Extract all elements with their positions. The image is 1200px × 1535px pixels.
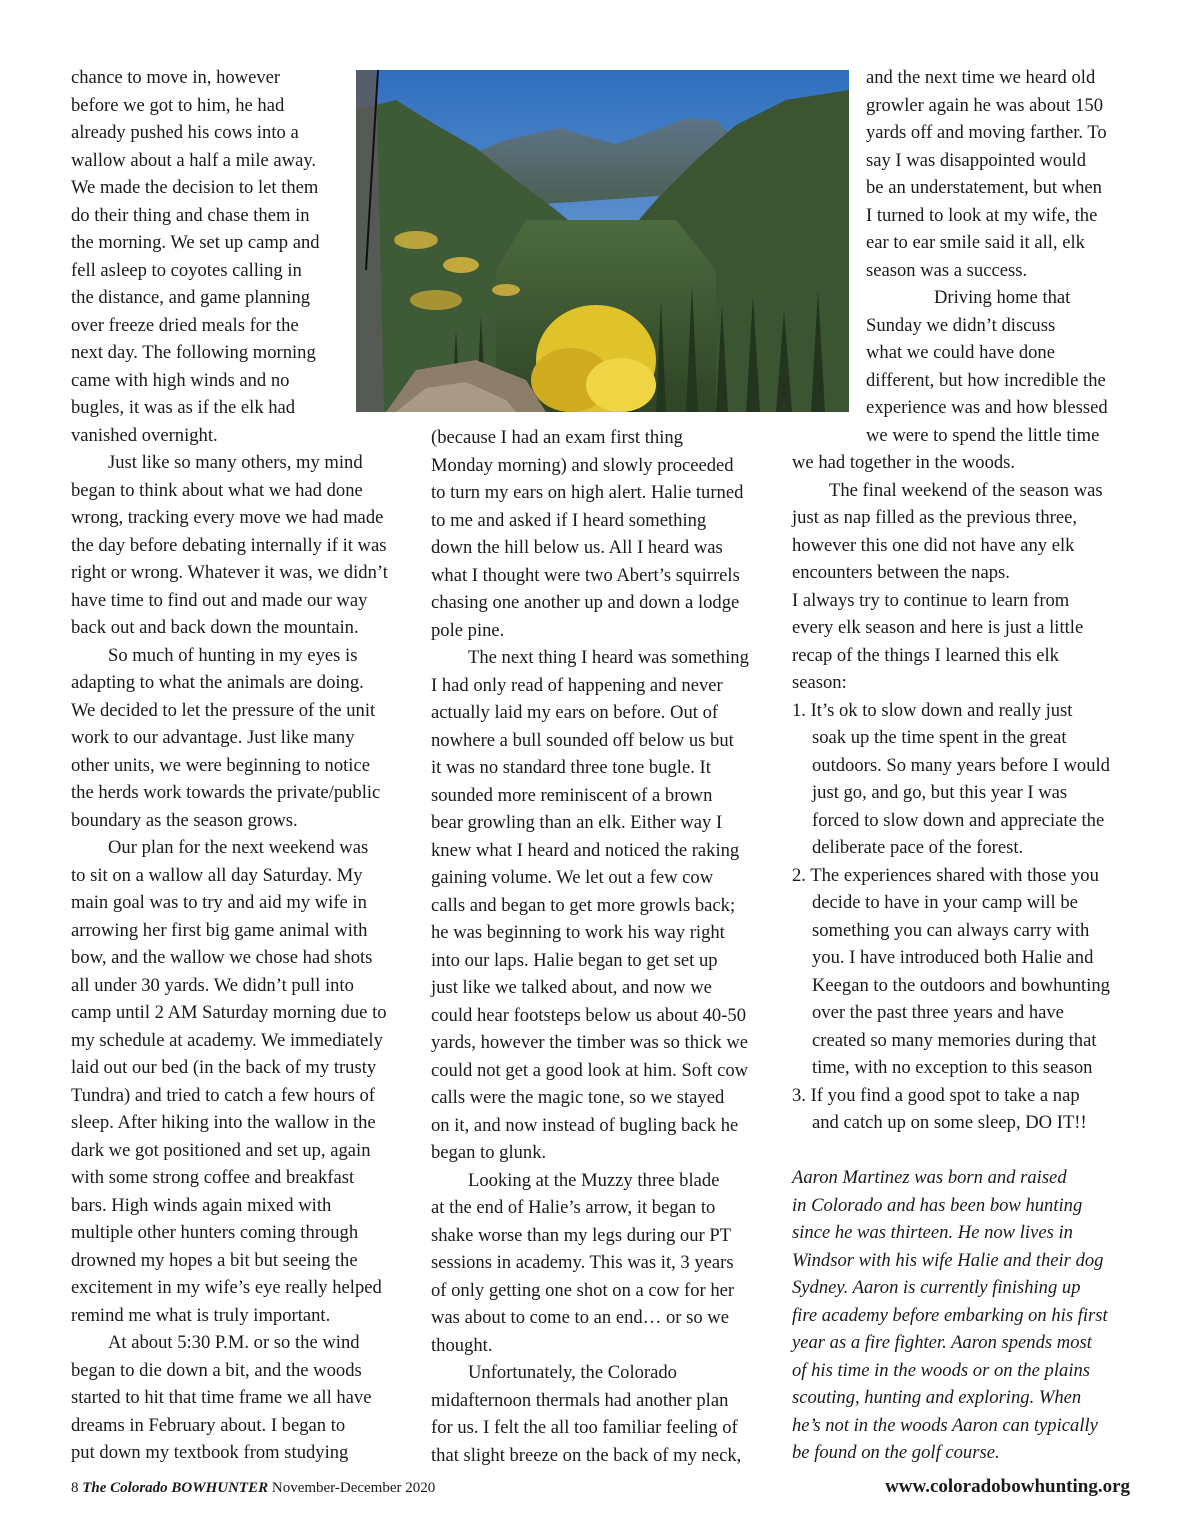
text-line: work to our advantage. Just like many (71, 727, 355, 748)
text-line: could not get a good look at him. Soft cow (431, 1059, 749, 1081)
text-line: do their thing and chase them in (71, 204, 310, 226)
text-line: the day before debating internally if it was (71, 534, 387, 556)
text-line: calls were the magic tone, so we stayed (431, 1087, 725, 1108)
mountain-valley-photo (356, 70, 849, 412)
text-line: Looking at the Muzzy three blade (468, 1169, 720, 1191)
text-line: created so many memories during that (812, 1029, 1097, 1051)
text-line: time, with no exception to this season (812, 1057, 1093, 1078)
text-line: I had only read of happening and never (431, 674, 723, 696)
text-line: knew what I heard and noticed the raking (431, 839, 740, 861)
bio-line: Windsor with his wife Halie and their dog (792, 1249, 1104, 1271)
text-line: it was no standard three tone bugle. It (431, 757, 711, 778)
text-line: season was a success. (866, 259, 1028, 281)
text-line: down the hill below us. All I heard was (431, 537, 723, 558)
text-line: chasing one another up and down a lodge (431, 592, 740, 613)
text-line: Sunday we didn’t discuss (866, 314, 1056, 336)
text-line: Monday morning) and slowly proceeded (431, 454, 734, 476)
text-line: next day. The following morning (71, 342, 316, 363)
text-line: of only getting one shot on a cow for her (431, 1279, 735, 1301)
website-link[interactable]: www.coloradobowhunting.org (885, 1476, 1130, 1497)
text-line: to sit on a wallow all day Saturday. My (71, 864, 363, 886)
text-line: decide to have in your camp will be (812, 892, 1078, 913)
text-line: nowhere a bull sounded off below us but (431, 729, 734, 751)
bio-line: Sydney. Aaron is currently finishing up (792, 1277, 1081, 1298)
text-line: over freeze dried meals for the (71, 314, 299, 336)
text-line: Keegan to the outdoors and bowhunting (812, 974, 1110, 996)
text-line: just go, and go, but this year I was (812, 782, 1068, 803)
text-line: we had together in the woods. (792, 452, 1016, 473)
text-line: began to die down a bit, and the woods (71, 1359, 362, 1381)
text-line: (because I had an exam first thing (431, 427, 683, 448)
text-line: other units, we were beginning to notice (71, 754, 370, 776)
text-line: what I thought were two Abert’s squirrels (431, 564, 740, 586)
bio-line: fire academy before embarking on his first (792, 1304, 1108, 1326)
text-line: drowned my hopes a bit but seeing the (71, 1249, 358, 1271)
magazine-title: The Colorado BOWHUNTER (82, 1480, 269, 1496)
bio-line: he’s not in the woods Aaron can typically (792, 1414, 1098, 1436)
text-line: At about 5:30 P.M. or so the wind (108, 1332, 360, 1353)
text-line: my schedule at academy. We immediately (71, 1029, 383, 1051)
text-line: bow, and the wallow we chose had shots (71, 947, 373, 968)
text-line: We decided to let the pressure of the unit (71, 699, 376, 721)
text-line: dark we got positioned and set up, again (71, 1139, 371, 1161)
text-line: chance to move in, however (71, 67, 281, 88)
bio-line: Aaron Martinez was born and raised (792, 1167, 1067, 1188)
text-line: put down my textbook from studying (71, 1442, 349, 1463)
text-line: all under 30 yards. We didn’t pull into (71, 974, 354, 996)
text-line: Driving home that (934, 287, 1071, 308)
text-line: sleep. After hiking into the wallow in the (71, 1112, 376, 1133)
list-item: 3. If you find a good spot to take a nap (792, 1084, 1080, 1106)
text-line: soak up the time spent in the great (812, 727, 1067, 748)
text-line: shake worse than my legs during our PT (431, 1224, 732, 1246)
text-line: actually laid my ears on before. Out of (431, 702, 719, 723)
text-line: to me and asked if I heard something (431, 509, 707, 531)
list-item: 2. The experiences shared with those you (792, 864, 1099, 886)
text-line: started to hit that time frame we all have (71, 1387, 372, 1408)
text-line: say I was disappointed would (866, 149, 1086, 171)
text-line: bugles, it was as if the elk had (71, 397, 296, 418)
text-line: right or wrong. Whatever it was, we didn’t (71, 562, 388, 583)
text-line: Just like so many others, my mind (108, 452, 363, 473)
text-line: and catch up on some sleep, DO IT!! (812, 1112, 1087, 1133)
bio-line: in Colorado and has been bow hunting (792, 1194, 1083, 1216)
page-number: 8 (71, 1480, 79, 1496)
text-line: just like we talked about, and now we (431, 977, 712, 998)
text-line: fell asleep to coyotes calling in (71, 259, 302, 281)
list-item: 1. It’s ok to slow down and really just (792, 699, 1073, 721)
text-line: bars. High winds again mixed with (71, 1194, 332, 1216)
text-line: sounded more reminiscent of a brown (431, 784, 713, 806)
bio-line: be found on the golf course. (792, 1442, 1000, 1463)
text-line: we were to spend the little time (866, 424, 1100, 446)
text-line: arrowing her first big game animal with (71, 919, 368, 941)
text-line: camp until 2 AM Saturday morning due to (71, 1002, 387, 1023)
text-line: bear growling than an elk. Either way I (431, 812, 723, 833)
text-line: for us. I felt the all too familiar feeling of (431, 1417, 738, 1438)
text-line: Tundra) and tried to catch a few hours of (71, 1084, 375, 1106)
text-line: experience was and how blessed (866, 397, 1108, 418)
text-line: have time to find out and made our way (71, 589, 368, 611)
text-line: came with high winds and no (71, 369, 290, 391)
text-line: just as nap filled as the previous three, (792, 507, 1078, 528)
text-line: thought. (431, 1334, 493, 1356)
text-line: boundary as the season grows. (71, 809, 298, 831)
text-line: So much of hunting in my eyes is (108, 644, 358, 666)
text-line: different, but how incredible the (866, 369, 1106, 391)
text-line: We made the decision to let them (71, 177, 319, 198)
text-line: and the next time we heard old (866, 67, 1096, 88)
text-line: Our plan for the next weekend was (108, 837, 369, 858)
text-line: he was beginning to work his way right (431, 922, 725, 943)
text-line: to turn my ears on high alert. Halie turned (431, 482, 744, 503)
text-line: before we got to him, he had (71, 94, 285, 116)
text-line: at the end of Halie’s arrow, it began to (431, 1197, 716, 1218)
page-footer (71, 1480, 435, 1497)
text-line: outdoors. So many years before I would (812, 754, 1110, 776)
text-line: multiple other hunters coming through (71, 1222, 359, 1243)
bio-line: year as a fire fighter. Aaron spends most (792, 1332, 1092, 1353)
text-line: every elk season and here is just a little (792, 617, 1084, 638)
text-line: that slight breeze on the back of my neck, (431, 1444, 742, 1466)
text-line: The final weekend of the season was (829, 479, 1103, 501)
text-line: began to glunk. (431, 1142, 547, 1163)
text-line: season: (792, 672, 847, 693)
text-line: gaining volume. We let out a few cow (431, 867, 714, 888)
text-line: something you can always carry with (812, 919, 1090, 941)
text-line: calls and began to get more growls back; (431, 894, 736, 916)
text-line: the morning. We set up camp and (71, 232, 320, 253)
text-line: with some strong coffee and breakfast (71, 1167, 355, 1188)
text-line: the herds work towards the private/public (71, 782, 381, 803)
text-line: however this one did not have any elk (792, 534, 1075, 556)
text-line: ear to ear smile said it all, elk (866, 232, 1085, 253)
text-line: vanished overnight. (71, 424, 218, 446)
text-line: Unfortunately, the Colorado (468, 1362, 677, 1383)
text-line: remind me what is truly important. (71, 1304, 331, 1326)
text-line: dreams in February about. I began to (71, 1414, 346, 1436)
text-line: pole pine. (431, 619, 505, 641)
text-line: back out and back down the mountain. (71, 617, 359, 638)
issue-date: November-December 2020 (271, 1480, 436, 1496)
text-line: recap of the things I learned this elk (792, 644, 1059, 666)
text-line: growler again he was about 150 (866, 94, 1103, 116)
bio-line: of his time in the woods or on the plains (792, 1359, 1091, 1381)
text-line: into our laps. Halie began to get set up (431, 949, 718, 971)
text-line: wallow about a half a mile away. (71, 149, 317, 171)
text-line: yards off and moving farther. To (866, 122, 1107, 143)
text-line: sessions in academy. This was it, 3 years (431, 1252, 734, 1273)
bio-line: since he was thirteen. He now lives in (792, 1222, 1073, 1243)
text-line: over the past three years and have (812, 1002, 1064, 1023)
text-line: adapting to what the animals are doing. (71, 672, 364, 693)
text-line: the distance, and game planning (71, 287, 311, 308)
text-line: The next thing I heard was something (468, 647, 749, 668)
text-line: already pushed his cows into a (71, 122, 299, 143)
text-line: laid out our bed (in the back of my trusty (71, 1057, 377, 1078)
text-line: forced to slow down and appreciate the (812, 809, 1105, 831)
text-line: wrong, tracking every move we had made (71, 507, 384, 528)
text-line: could hear footsteps below us about 40-50 (431, 1004, 746, 1026)
text-line: was about to come to an end… or so we (431, 1307, 729, 1328)
text-line: midafternoon thermals had another plan (431, 1389, 729, 1411)
text-line: main goal was to try and aid my wife in (71, 892, 367, 913)
text-line: on it, and now instead of bugling back he (431, 1114, 739, 1136)
text-line: I turned to look at my wife, the (866, 204, 1098, 226)
text-line: you. I have introduced both Halie and (812, 947, 1094, 968)
text-line: yards, however the timber was so thick we (431, 1032, 749, 1053)
text-line: excitement in my wife’s eye really helped (71, 1277, 382, 1298)
text-line: deliberate pace of the forest. (812, 837, 1024, 858)
text-line: I always try to continue to learn from (792, 589, 1070, 611)
text-line: what we could have done (866, 342, 1055, 363)
bio-line: scouting, hunting and exploring. When (792, 1387, 1082, 1408)
text-line: be an understatement, but when (866, 177, 1102, 198)
text-line: began to think about what we had done (71, 479, 363, 501)
text-line: encounters between the naps. (792, 562, 1010, 583)
